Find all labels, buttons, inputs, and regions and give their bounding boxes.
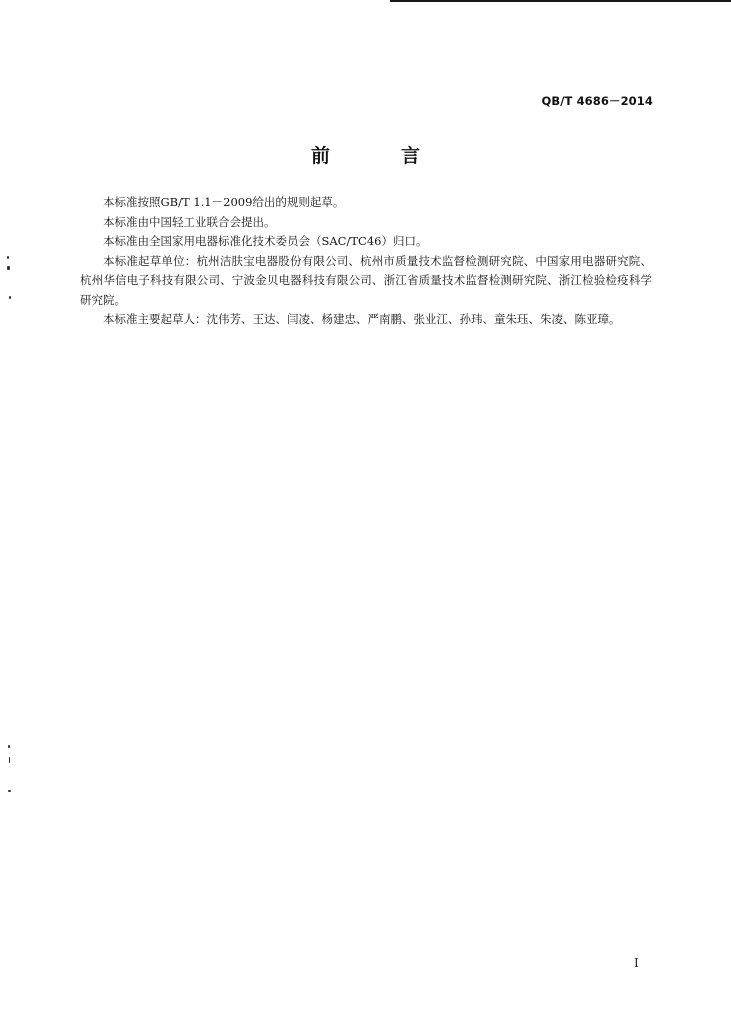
paragraph-drafters: 本标准主要起草人：沈伟芳、王达、闫凌、杨建忠、严南鹏、张业江、孙玮、童朱珏、朱凌、陈亚璋。: [103, 312, 621, 326]
scan-top-edge: [390, 0, 731, 2]
page-title: 前 言: [310, 145, 446, 167]
scan-speck: [8, 790, 11, 792]
scan-speck: [9, 757, 10, 763]
standard-code: QB/T 4686－2014: [541, 94, 653, 108]
foreword-body: [80, 193, 652, 330]
scan-speck: [7, 256, 9, 259]
paragraph-proposer: 本标准由中国轻工业联合会提出。: [103, 214, 276, 229]
scan-speck: [8, 745, 10, 748]
paragraph-drafting-units: 本标准起草单位：杭州洁肤宝电器股份有限公司、杭州市质量技术监督检测研究院、中国家用电器研究院、杭州华信电子科技有限公司、宁波金贝电器科技有限公司、浙江省质量技术监督检测研究院、浙江检验检疫科学研究院。: [80, 253, 652, 307]
paragraph-committee: 本标准由全国家用电器标准化技术委员会（SAC/TC46）归口。: [103, 234, 428, 248]
scan-speck: [7, 266, 10, 270]
page-number: I: [634, 956, 639, 970]
paragraph-drafting-rules: 本标准按照GB/T 1.1－2009给出的规则起草。: [103, 195, 345, 209]
scan-speck: [9, 296, 11, 299]
